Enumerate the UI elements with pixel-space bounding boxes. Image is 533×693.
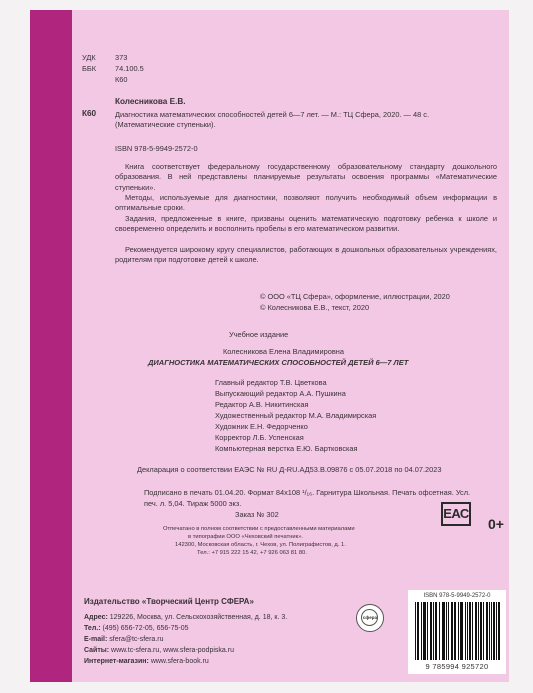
isbn: ISBN 978-5-9949-2572-0	[115, 144, 198, 153]
credit-line: Художественный редактор М.А. Владимирская	[215, 411, 377, 420]
declaration: Декларация о соответствии ЕАЭС № RU Д-RU.АД53.В.09876 с 05.07.2018 по 04.07.2023	[137, 465, 442, 474]
bbk-value: 74.100.5	[115, 64, 144, 73]
contact-row	[84, 613, 287, 623]
printer-line: 142300, Московская область, г. Чехов, ул. Полиграфистов, д. 1.	[175, 542, 346, 548]
contact-value: www.sfera-book.ru	[150, 658, 209, 665]
publisher-name: «Творческий Центр СФЕРА»	[141, 597, 254, 606]
author-heading: Колесникова Е.В.	[115, 97, 186, 106]
edition-type: Учебное издание	[229, 330, 289, 339]
logo-text: сфера	[362, 615, 378, 620]
age-rating-badge: 0+	[488, 516, 504, 532]
copyright-page	[72, 10, 509, 682]
barcode-number: 9 785994 925720	[425, 662, 489, 671]
contact-value: sfera@tc-sfera.ru	[109, 636, 164, 643]
contact-row	[84, 646, 234, 656]
spine-stripe	[30, 10, 72, 682]
contact-row	[84, 657, 209, 667]
credit-line: Редактор А.В. Никитинская	[215, 400, 309, 409]
annotation-paragraph: Методы, используемые для диагностики, позволяют получить необходимый объем информации в оптимальные сроки.	[115, 193, 497, 213]
contact-label: E-mail:	[84, 636, 108, 643]
eac-mark-icon: ЕАС	[441, 502, 471, 526]
contact-label: Тел.:	[84, 625, 101, 632]
credit-line: Выпускающий редактор А.А. Пушкина	[215, 389, 346, 398]
barcode-panel	[408, 590, 506, 674]
copyright-line: © Колесникова Е.В., текст, 2020	[260, 303, 370, 312]
printer-line: Тел.: +7 915 222 15 42, +7 926 063 81 80.	[197, 550, 307, 556]
annotation-paragraph: Задания, предложенные в книге, призваны оценить математическую подготовку ребенка к школе и своевременно определить и восполнить пробелы в его математическом развитии.	[115, 214, 497, 234]
contact-row	[84, 635, 163, 645]
side-code: К60	[82, 109, 97, 118]
bib-line-2: (Математические ступеньки).	[115, 120, 216, 129]
udk-value: 373	[115, 53, 128, 62]
bib-line-1: Диагностика математических способностей детей 6—7 лет. — М.: ТЦ Сфера, 2020. — 48 с.	[115, 110, 430, 119]
credit-line: Главный редактор Т.В. Цветкова	[215, 378, 327, 387]
copyright-line: © ООО «ТЦ Сфера», оформление, иллюстрации, 2020	[260, 292, 450, 301]
print-line: печ. л. 5,04. Тираж 5000 экз.	[144, 499, 242, 508]
sfera-logo-icon	[356, 604, 384, 632]
order-number: Заказ № 302	[235, 510, 279, 519]
credit-line: Корректор Л.Б. Успенская	[215, 433, 304, 442]
contact-label: Сайты:	[84, 647, 110, 654]
udk-label: УДК	[82, 53, 96, 62]
author-code: К60	[115, 75, 128, 84]
credit-line: Компьютерная верстка Е.Ю. Бартковская	[215, 444, 358, 453]
annotation-paragraph: Рекомендуется широкому кругу специалистов, работающих в дошкольных образовательных учреждениях, родителям при подготовке детей к школе.	[115, 245, 497, 265]
credit-line: Художник Е.Н. Федорченко	[215, 422, 308, 431]
book-title: ДИАГНОСТИКА МАТЕМАТИЧЕСКИХ СПОСОБНОСТЕЙ ДЕТЕЙ 6—7 ЛЕТ	[148, 358, 409, 367]
barcode-icon	[414, 602, 500, 662]
printer-line: Отпечатано в полном соответствии с предоставленными материалами	[163, 526, 355, 532]
publisher-heading	[84, 597, 254, 606]
contact-value: (495) 656-72-05, 656-75-05	[102, 625, 189, 632]
annotation-paragraph: Книга соответствует федеральному государственному образовательному стандарту дошкольного образования. В ней представлены планируемые результаты освоения программы «Математические ступеньки».	[115, 162, 497, 192]
contact-label: Адрес:	[84, 614, 108, 621]
author-full: Колесникова Елена Владимировна	[223, 347, 344, 356]
print-line: Подписано в печать 01.04.20. Формат 84х108 ¹/₁₆. Гарнитура Школьная. Печать офсетная. Усл.	[144, 488, 471, 497]
printer-line: в типографии ООО «Чеховский печатник».	[188, 534, 304, 540]
publisher-label: Издательство	[84, 597, 140, 606]
contact-row	[84, 624, 189, 634]
contact-label: Интернет-магазин:	[84, 658, 149, 665]
barcode-isbn: ISBN 978-5-9949-2572-0	[423, 593, 491, 599]
bbk-label: ББК	[82, 64, 97, 73]
contact-value: 129226, Москва, ул. Сельскохозяйственная, д. 18, к. 3.	[109, 614, 288, 621]
contact-value: www.tc-sfera.ru, www.sfera-podpiska.ru	[111, 647, 234, 654]
